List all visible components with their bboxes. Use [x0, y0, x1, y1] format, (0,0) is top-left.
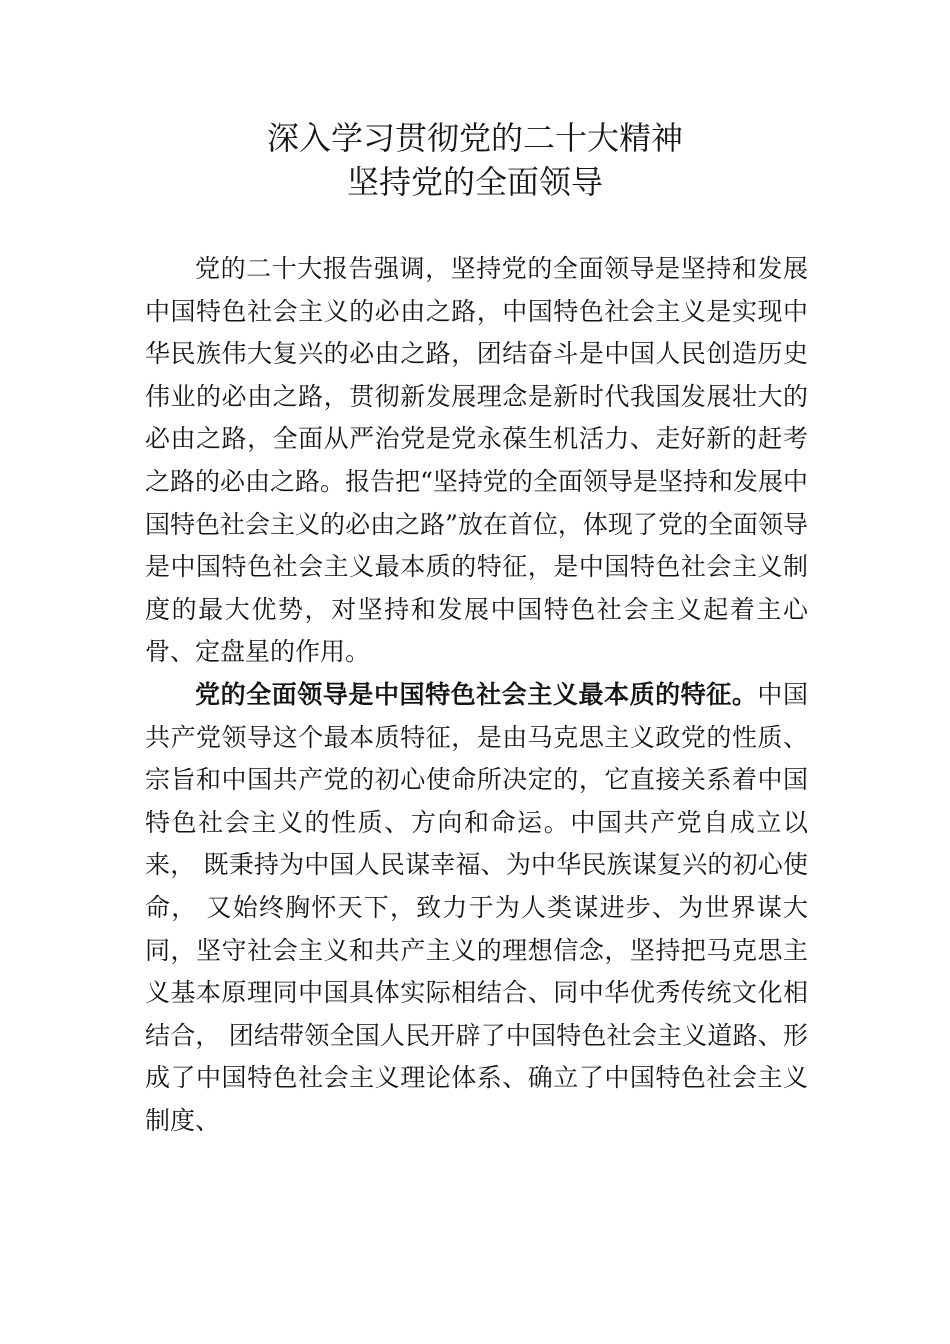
paragraph-intro: 党的二十大报告强调，坚持党的全面领导是坚持和发展中国特色社会主义的必由之路，中国特色社会主义是实现中华民族伟大复兴的必由之路，团结奋斗是中国人民创造历史伟业的必由之路，贯彻新发展理念是新时代我国发展壮大的必由之路，全面从严治党是党永葆生机活力、走好新的赶考之路的必由之路。报告把“坚持党的全面领导是坚持和发展中国特色社会主义的必由之路”放在首位，体现了党的全面领导是中国特色社会主义最本质的特征，是中国特色社会主义制度的最大优势，对坚持和发展中国特色社会主义起着主心骨、定盘星的作用。 [145, 254, 808, 667]
document-title-line-1: 深入学习贯彻党的二十大精神 [266, 119, 683, 157]
document-title-line-2: 坚持党的全面领导 [346, 163, 603, 201]
paragraph-lead-sentence: 党的全面领导是中国特色社会主义最本质的特征。 [195, 679, 758, 709]
paragraph-essential-feature [145, 674, 808, 1143]
document-body [145, 248, 808, 1142]
paragraph-body-text: 中国共产党领导这个最本质特征，是由马克思主义政党的性质、 宗旨和中国共产党的初心使命所决定的，它直接关系着中国特色社会主义的性质、方向和命运。中国共产党自成立以来， 既秉持为中国人民谋幸福、为中华民族谋复兴的初心使命， 又始终胸怀天下，致力于为人类谋进步、为世界谋大同，坚守社会主义和共产主义的理想信念，坚持把马克思主义基本原理同中国具体实际相结合、同中华优秀传统文化相结合， 团结带领全国人民开辟了中国特色社会主义道路、形成了中国特色社会主义理论体系、确立了中国特色社会主义制度、 [145, 679, 808, 1135]
